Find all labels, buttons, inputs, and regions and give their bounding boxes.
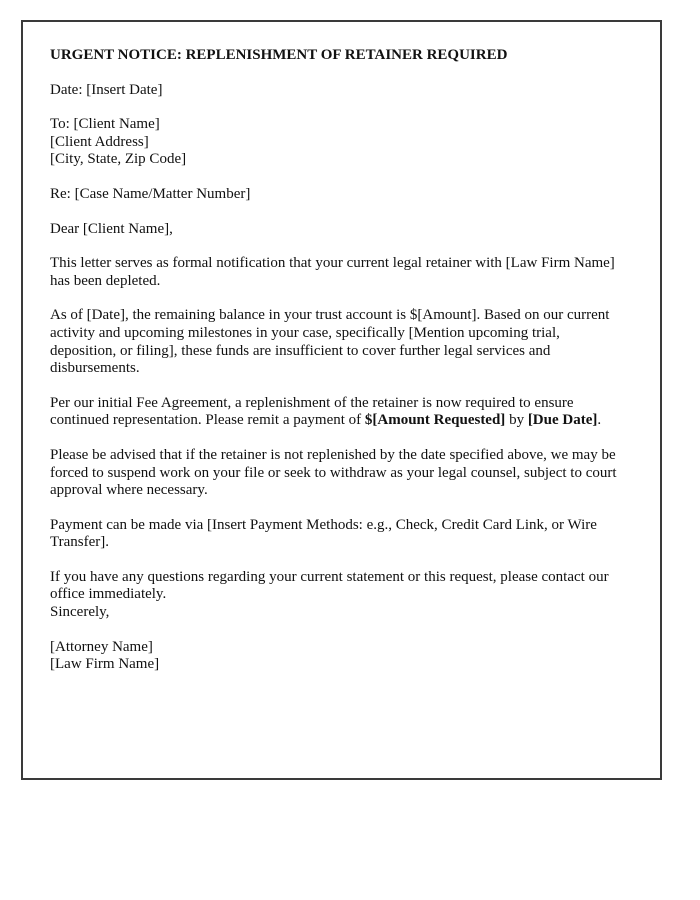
text-segment: by: [505, 412, 528, 429]
text-segment: .: [597, 412, 602, 429]
text-segment: Per our initial Fee Agreement, a replenishment of the retainer is now required to ensure continued representation. Please remit a payment of: [50, 394, 574, 429]
signature-block: [50, 639, 625, 674]
body-paragraph: [50, 447, 625, 500]
text-line: To: [Client Name]: [50, 116, 160, 133]
text-line: [Client Address]: [50, 133, 149, 150]
body-paragraph: [50, 395, 625, 430]
text-line: [Law Firm Name]: [50, 656, 160, 673]
bold-text: [Due Date]: [527, 412, 598, 429]
text-line: [Attorney Name]: [50, 638, 153, 655]
re-line: Re: [Case Name/Matter Number]: [50, 185, 251, 202]
text-segment: As of [Date], the remaining balance in your trust account is $[Amount]. Based on our current activity and upcoming milestones in your case, specifically [Mention upcoming trial, deposition, or filing], these funds are insufficient to cover further legal services and disbursements.: [50, 307, 610, 377]
text-segment: This letter serves as formal notification that your current legal retainer with [Law Firm Name] has been depleted.: [50, 255, 615, 289]
letter-body: [50, 255, 625, 604]
bold-text: $[Amount Requested]: [364, 412, 506, 429]
body-paragraph: [50, 569, 625, 604]
recipient-block: [50, 116, 625, 169]
letter-page: [21, 20, 662, 780]
text-segment: Payment can be made via [Insert Payment Methods: e.g., Check, Credit Card Link, or Wire Transfer].: [50, 516, 597, 551]
text-segment: Please be advised that if the retainer is not replenished by the date specified above, we may be forced to suspend work on your file or seek to withdraw as your legal counsel, subject to court approval where necessary.: [50, 446, 617, 499]
text-line: [City, State, Zip Code]: [50, 151, 187, 168]
salutation: Dear [Client Name],: [50, 220, 173, 237]
body-paragraph: [50, 517, 625, 552]
text-segment: If you have any questions regarding your current statement or this request, please contact our office immediately.: [50, 568, 609, 603]
date-line: Date: [Insert Date]: [50, 81, 163, 98]
body-paragraph: [50, 255, 625, 290]
letter-title: URGENT NOTICE: REPLENISHMENT OF RETAINER REQUIRED: [50, 47, 508, 63]
body-paragraph: [50, 307, 625, 377]
closing: Sincerely,: [50, 604, 110, 621]
